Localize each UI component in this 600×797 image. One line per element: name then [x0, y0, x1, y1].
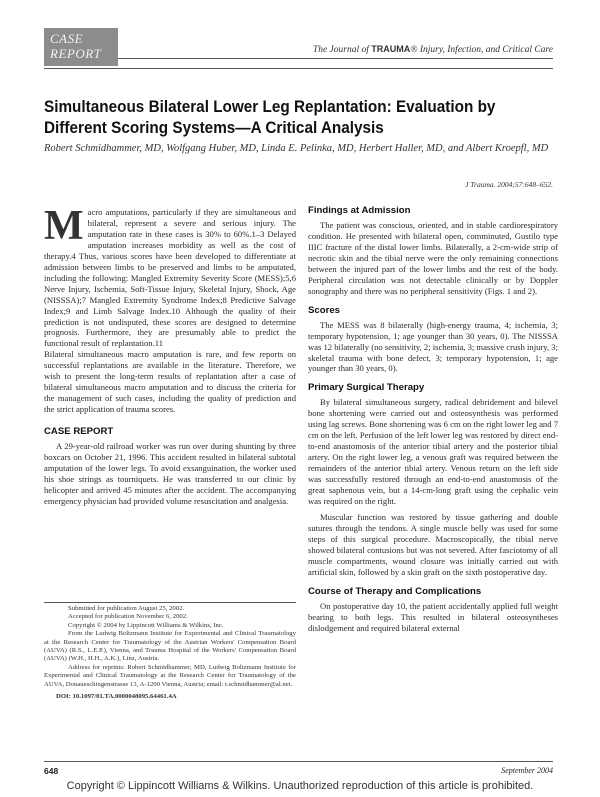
footnote-rule	[44, 602, 296, 603]
badge-line-1: CASE	[50, 31, 84, 46]
intro-text-1: acro amputations, particularly if they are simultaneous and bilateral, represent a severe and serious injury. The amputation rate in these cases is 30% to 60%.1–3 Delayed amputation increases morbidity as well as the cost of therapy.4 Thus, various scores have been developed to differentiate at admission between limbs to be preserved and limbs to be amputated, including the following: Mangled Extremity Severity Score (MESS);5,6 Nerve Injury, Ischemia, Soft-Tissue Injury, Skeletal Injury, Shock, Age (NISSSA);7 Mangled Extremity Syndrome Index;8 Predictive Salvage Index;9 and Limb Salvage Index.10 Although the quality of their prediction is not undisputed, these scores are designed to determine prognosis. Furthermore, they are presumably able to predict the functional result of replantation.11	[44, 207, 296, 349]
footnote-accepted: Accepted for publication November 6, 2002.	[68, 613, 188, 621]
header-rule-top	[118, 58, 553, 59]
case-report-badge	[44, 28, 118, 66]
surgery-paragraph-1: By bilateral simultaneous surgery, radical debridement and bilevel bone shortening were carried out and osteosynthesis was performed using lag screws. Bone shortening was 6 cm on the right lower leg and 7 cm on the left. Perfusion of the left lower leg was restored by direct end-to-end anastomosis of the anterior tibial artery and the posterior tibial artery. On the right lower leg, a venous graft was required between the remainders of the anterior tibial artery. Venous return on the left side was successfully restored through an end-to-end anastomosis of the great saphenous vein, but a 14-cm-long graft using the cephalic vein was required on the right.	[308, 397, 558, 507]
footnote-affiliation: From the Ludwig Boltzmann Institute for Experimental and Clinical Traumatology at the Research Center for Traumatology of the Austrian Workers' Compensation Board (AUVA) (R.S., L.E.P.), Vienna, and Trauma Hospital of the Workers' Compensation Board (AUVA) (W.H., H.H., A.K.), Linz, Austria.	[44, 630, 296, 663]
case-report-paragraph: A 29-year-old railroad worker was run over during shunting by three boxcars on October 21, 1996. This accident resulted in bilateral subtotal amputation of the lower legs. To avoid exsanguination, the worker used his shoe strings as tourniquets. He was transferred to our clinic by helicopter and arrived 45 minutes after the accident. The accompanying emergency physician had provided volume resuscitation and analgesia.	[44, 441, 296, 506]
issue-date: September 2004	[501, 766, 553, 775]
left-column	[44, 203, 296, 507]
scores-heading: Scores	[308, 304, 340, 316]
right-column	[308, 205, 558, 634]
author-list: Robert Schmidhammer, MD, Wolfgang Huber, MD, Linda E. Pelinka, MD, Herbert Haller, MD, and Albert Kroepfl, MD	[44, 143, 549, 154]
article-title: Simultaneous Bilateral Lower Leg Replantation: Evaluation by Different Scoring Systems—A Critical Analysis	[44, 97, 496, 137]
doi: DOI: 10.1097/01.TA.0000048095.64461.4A	[56, 693, 177, 701]
journal-header	[313, 44, 553, 55]
badge-line-2: REPORT	[50, 46, 102, 61]
intro-paragraph-1	[44, 203, 296, 349]
intro-paragraph-2: Bilateral simultaneous macro amputation is rare, and few reports on successful replantations are available in the literature. Therefore, we wish to present the long-term results of replantation after a case of bilateral simultaneous macro amputation and to discuss the criteria for the management of such cases, including the quality of prediction and the strict application of trauma scores.	[44, 349, 296, 415]
copyright-notice: Copyright © Lippincott Williams & Wilkins. Unauthorized reproduction of this article is prohibited.	[66, 780, 534, 792]
journal-prefix: The Journal of	[312, 45, 369, 55]
journal-brand: TRAUMA	[371, 44, 411, 54]
footnotes	[44, 602, 296, 701]
footnote-reprints: Address for reprints: Robert Schmidhammer, MD, Ludwig Boltzmann Institute for Experimental and Clinical Traumatology at the Research Center for Traumatology of the AUVA, Donaueschingenstrasse 13, A-1200 Vienna, Austria; email: r.schmidhammer@al.net.	[44, 663, 296, 688]
footer-rule	[44, 761, 553, 762]
case-report-heading: CASE REPORT	[44, 426, 114, 438]
findings-paragraph: The patient was conscious, oriented, and in stable cardiorespiratory condition. He presented with bilateral open, comminuted, Gustilo type IIIC fracture of the distal lower limbs. Bilaterally, a 2-cm-wide strip of necrotic skin and the tibial nerve were the only remaining connections between the injured part of the lower limbs and the rest of the body. Peripheral circulation was not detectable clinically or by Doppler sonography and there was no peripheral sensitivity (Figs. 1 and 2).	[308, 220, 558, 296]
footnote-copyright: Copyright © 2004 by Lippincott Williams & Wilkins, Inc.	[68, 621, 224, 629]
page-number: 648	[44, 766, 59, 776]
findings-heading: Findings at Admission	[308, 205, 411, 216]
journal-suffix: ® Injury, Infection, and Critical Care	[410, 45, 553, 55]
drop-cap: M	[44, 203, 84, 249]
course-heading: Course of Therapy and Complications	[308, 585, 482, 597]
surgery-heading: Primary Surgical Therapy	[308, 382, 425, 394]
citation: J Trauma. 2004;57:648–652.	[465, 180, 553, 189]
surgery-paragraph-2: Muscular function was restored by tissue gathering and double sutures through the tendons. A single muscle belly was used for some steps of this surgical procedure. Macroscopically, the tibial nerve showed bilateral contusions but was not severed. After fasciotomy of all muscle compartments, wound closure was initially carried out with artificial skin, followed by a skin graft on the sixth postoperative day.	[308, 511, 558, 577]
scores-paragraph: The MESS was 8 bilaterally (high-energy trauma, 4; ischemia, 3; temporary hypotension, 1; age younger than 30 years, 0). The NISSSA was 12 bilaterally (no sensitivity, 2; ischemia, 3; massive crush injury, 3; skeletal trauma with bone defect, 3; temporary hypotension, 1; age younger than 30 years, 0).	[308, 319, 558, 374]
header-rule-bottom	[44, 68, 553, 69]
footnote-submitted: Submitted for publication August 25, 2002.	[68, 605, 185, 612]
course-paragraph: On postoperative day 10, the patient accidentally applied full weight bearing to both legs. This resulted in bilateral osteosyntheses dislodgement and required bilateral external	[308, 600, 558, 633]
